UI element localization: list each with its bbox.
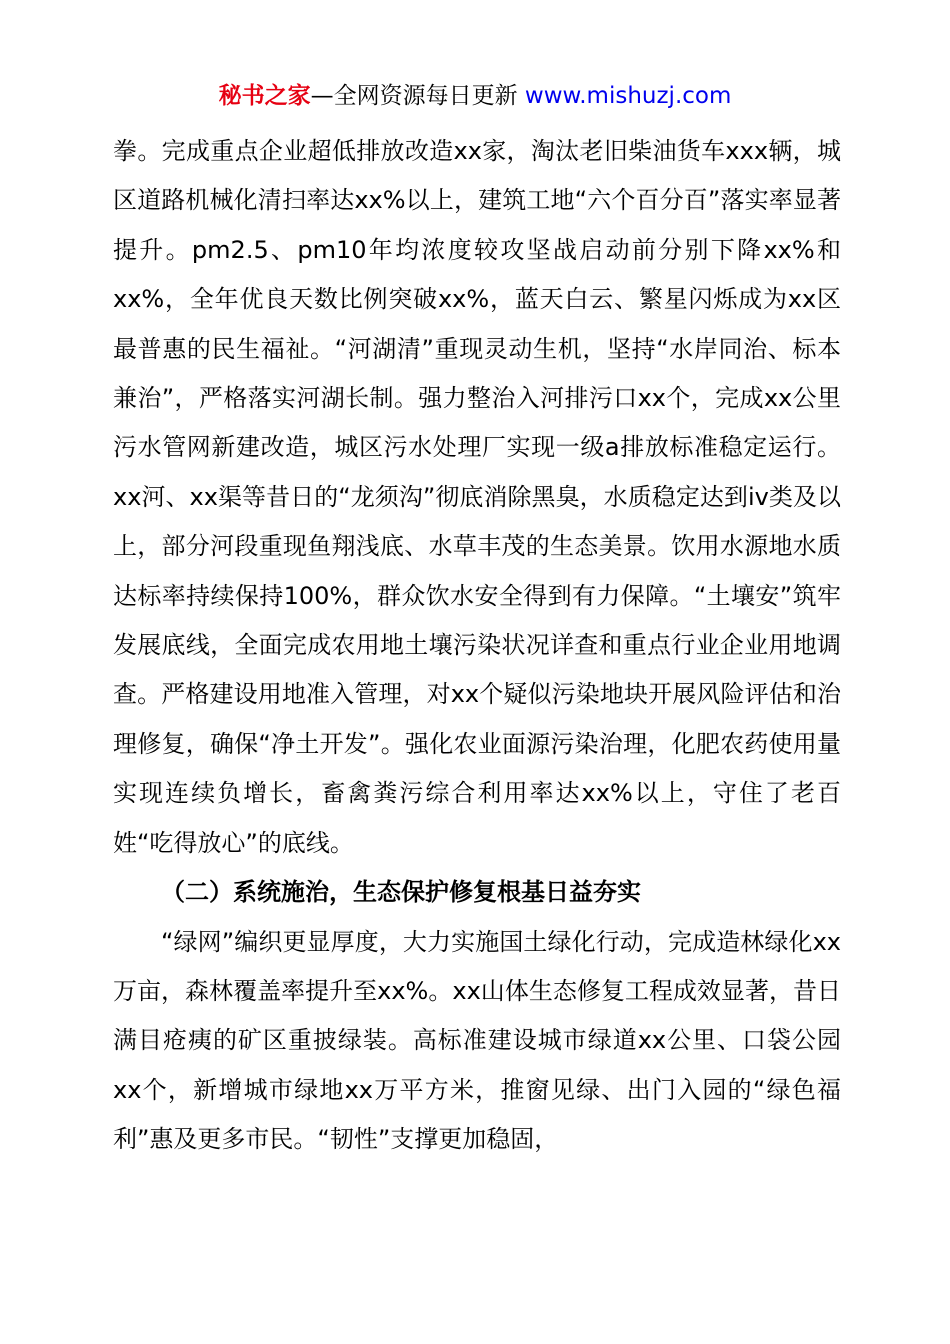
body-paragraph: 拳。完成重点企业超低排放改造xx家，淘汰老旧柴油货车xxx辆，城区道路机械化清扫率达xx%以上，建筑工地“六个百分百”落实率显著提升。pm2.5、pm10年均浓度较攻坚战启动前分别下降xx%和xx%，全年优良天数比例突破xx%，蓝天白云、繁星闪烁成为xx区最普惠的民生福祉。“河湖清”重现灵动生机，坚持“水岸同治、标本兼治”，严格落实河湖长制。强力整治入河排污口xx个，完成xx公里污水管网新建改造，城区污水处理厂实现一级a排放标准稳定运行。xx河、xx渠等昔日的“龙须沟”彻底消除黑臭，水质稳定达到iv类及以上，部分河段重现鱼翔浅底、水草丰茂的生态美景。饮用水源地水质达标率持续保持100%，群众饮水安全得到有力保障。“土壤安”筑牢发展底线，全面完成农用地土壤污染状况详查和重点行业企业用地调查。严格建设用地准入管理，对xx个疑似污染地块开展风险评估和治理修复，确保“净土开发”。强化农业面源污染治理，化肥农药使用量实现连续负增长，畜禽粪污综合利用率达xx%以上，守住了老百姓“吃得放心”的底线。	[113, 137, 841, 857]
site-header	[0, 80, 950, 112]
site-url-link[interactable]: www.mishuzj.com	[524, 83, 732, 109]
section-heading: （二）系统施治，生态保护修复根基日益夯实	[161, 878, 641, 907]
header-tagline: —全网资源每日更新	[310, 83, 518, 109]
brand-name: 秘书之家	[218, 83, 311, 109]
document-body	[113, 127, 841, 1165]
body-paragraph: “绿网”编织更显厚度，大力实施国土绿化行动，完成造林绿化xx万亩，森林覆盖率提升至xx%。xx山体生态修复工程成效显著，昔日满目疮痍的矿区重披绿装。高标准建设城市绿道xx公里、口袋公园xx个，新增城市绿地xx万平方米，推窗见绿、出门入园的“绿色福利”惠及更多市民。“韧性”支撑更加稳固，	[113, 927, 841, 1154]
